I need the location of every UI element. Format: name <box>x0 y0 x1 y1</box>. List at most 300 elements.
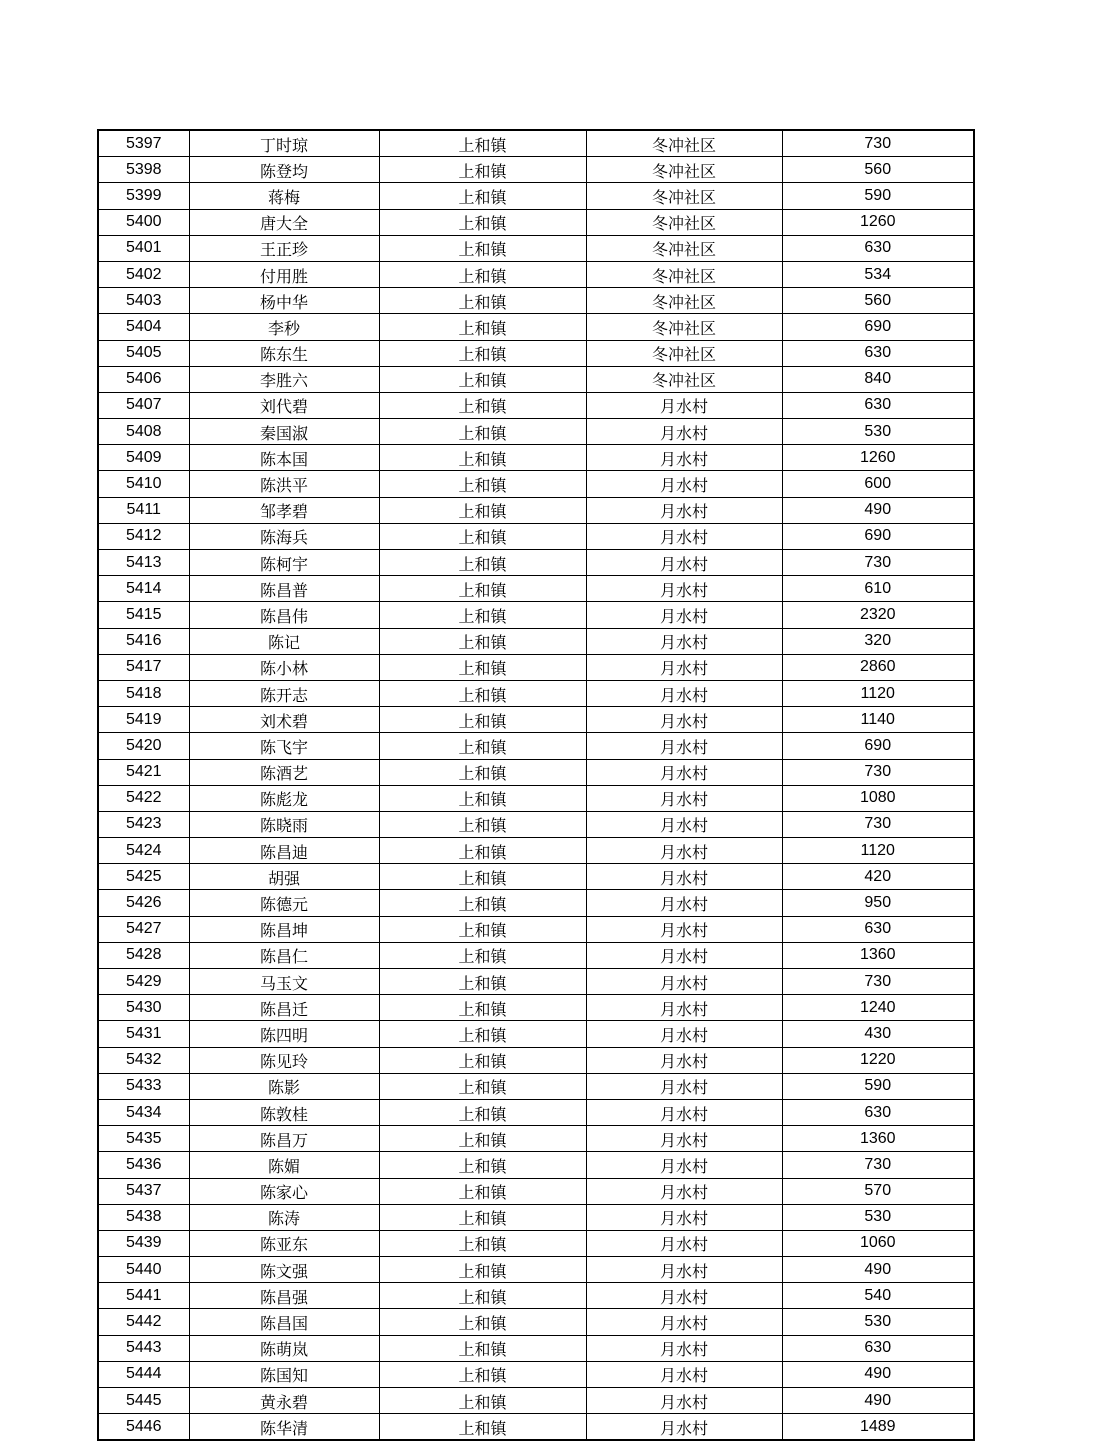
cell-village: 月水村 <box>586 1388 782 1414</box>
cell-amount: 420 <box>782 864 974 890</box>
cell-name: 陈酒艺 <box>189 759 379 785</box>
cell-town: 上和镇 <box>379 1414 586 1441</box>
cell-amount: 1120 <box>782 680 974 706</box>
cell-village: 月水村 <box>586 995 782 1021</box>
cell-name: 陈晓雨 <box>189 811 379 837</box>
table-row <box>98 1126 974 1152</box>
subsidy-table <box>97 129 975 1441</box>
cell-amount: 1260 <box>782 445 974 471</box>
cell-village: 月水村 <box>586 1152 782 1178</box>
cell-town: 上和镇 <box>379 838 586 864</box>
cell-town: 上和镇 <box>379 1335 586 1361</box>
cell-town: 上和镇 <box>379 445 586 471</box>
cell-village: 冬冲社区 <box>586 157 782 183</box>
cell-town: 上和镇 <box>379 366 586 392</box>
table-row <box>98 1257 974 1283</box>
cell-town: 上和镇 <box>379 628 586 654</box>
cell-name: 蒋梅 <box>189 183 379 209</box>
cell-village: 月水村 <box>586 628 782 654</box>
cell-town: 上和镇 <box>379 811 586 837</box>
table-row <box>98 1073 974 1099</box>
cell-village: 冬冲社区 <box>586 366 782 392</box>
cell-town: 上和镇 <box>379 942 586 968</box>
cell-village: 冬冲社区 <box>586 314 782 340</box>
cell-village: 冬冲社区 <box>586 288 782 314</box>
cell-town: 上和镇 <box>379 1021 586 1047</box>
cell-amount: 490 <box>782 1257 974 1283</box>
cell-amount: 840 <box>782 366 974 392</box>
cell-amount: 630 <box>782 1099 974 1125</box>
table-row <box>98 576 974 602</box>
table-row <box>98 733 974 759</box>
cell-id: 5401 <box>98 235 189 261</box>
cell-town: 上和镇 <box>379 314 586 340</box>
cell-town: 上和镇 <box>379 864 586 890</box>
cell-id: 5414 <box>98 576 189 602</box>
cell-name: 杨中华 <box>189 288 379 314</box>
cell-id: 5419 <box>98 707 189 733</box>
table-row <box>98 261 974 287</box>
cell-name: 陈国知 <box>189 1361 379 1387</box>
table-row <box>98 1361 974 1387</box>
cell-name: 陈影 <box>189 1073 379 1099</box>
table-row <box>98 942 974 968</box>
cell-village: 月水村 <box>586 419 782 445</box>
cell-amount: 560 <box>782 288 974 314</box>
cell-village: 月水村 <box>586 680 782 706</box>
cell-village: 冬冲社区 <box>586 130 782 157</box>
cell-id: 5427 <box>98 916 189 942</box>
cell-name: 唐大全 <box>189 209 379 235</box>
cell-name: 陈开志 <box>189 680 379 706</box>
cell-town: 上和镇 <box>379 1204 586 1230</box>
table-row <box>98 969 974 995</box>
cell-id: 5443 <box>98 1335 189 1361</box>
cell-amount: 730 <box>782 969 974 995</box>
cell-town: 上和镇 <box>379 680 586 706</box>
cell-amount: 630 <box>782 392 974 418</box>
cell-town: 上和镇 <box>379 523 586 549</box>
cell-amount: 540 <box>782 1283 974 1309</box>
cell-amount: 490 <box>782 1361 974 1387</box>
cell-name: 胡强 <box>189 864 379 890</box>
cell-village: 月水村 <box>586 497 782 523</box>
table-row <box>98 890 974 916</box>
cell-name: 陈昌迁 <box>189 995 379 1021</box>
cell-id: 5410 <box>98 471 189 497</box>
cell-id: 5439 <box>98 1230 189 1256</box>
cell-village: 月水村 <box>586 576 782 602</box>
cell-amount: 630 <box>782 235 974 261</box>
cell-name: 陈彪龙 <box>189 785 379 811</box>
cell-town: 上和镇 <box>379 1073 586 1099</box>
cell-name: 陈登均 <box>189 157 379 183</box>
cell-town: 上和镇 <box>379 759 586 785</box>
cell-name: 丁时琼 <box>189 130 379 157</box>
cell-town: 上和镇 <box>379 1126 586 1152</box>
cell-town: 上和镇 <box>379 1283 586 1309</box>
cell-amount: 570 <box>782 1178 974 1204</box>
cell-amount: 1360 <box>782 942 974 968</box>
cell-town: 上和镇 <box>379 419 586 445</box>
cell-village: 月水村 <box>586 1178 782 1204</box>
cell-id: 5432 <box>98 1047 189 1073</box>
cell-id: 5441 <box>98 1283 189 1309</box>
cell-town: 上和镇 <box>379 209 586 235</box>
cell-name: 陈记 <box>189 628 379 654</box>
cell-village: 月水村 <box>586 1099 782 1125</box>
cell-town: 上和镇 <box>379 785 586 811</box>
cell-name: 刘代碧 <box>189 392 379 418</box>
cell-village: 月水村 <box>586 445 782 471</box>
table-row <box>98 628 974 654</box>
cell-id: 5411 <box>98 497 189 523</box>
cell-village: 月水村 <box>586 1204 782 1230</box>
cell-id: 5436 <box>98 1152 189 1178</box>
cell-amount: 630 <box>782 916 974 942</box>
cell-village: 月水村 <box>586 890 782 916</box>
cell-name: 马玉文 <box>189 969 379 995</box>
cell-town: 上和镇 <box>379 261 586 287</box>
table-row <box>98 1152 974 1178</box>
cell-id: 5403 <box>98 288 189 314</box>
cell-name: 陈昌万 <box>189 1126 379 1152</box>
cell-id: 5426 <box>98 890 189 916</box>
cell-village: 月水村 <box>586 1283 782 1309</box>
cell-id: 5446 <box>98 1414 189 1441</box>
cell-village: 冬冲社区 <box>586 261 782 287</box>
cell-name: 陈本国 <box>189 445 379 471</box>
cell-amount: 320 <box>782 628 974 654</box>
cell-amount: 2860 <box>782 654 974 680</box>
cell-amount: 1060 <box>782 1230 974 1256</box>
table-row <box>98 392 974 418</box>
cell-village: 月水村 <box>586 733 782 759</box>
table-row <box>98 602 974 628</box>
table-row <box>98 1178 974 1204</box>
table-row <box>98 497 974 523</box>
cell-amount: 530 <box>782 1204 974 1230</box>
cell-id: 5444 <box>98 1361 189 1387</box>
table-row <box>98 340 974 366</box>
cell-amount: 1140 <box>782 707 974 733</box>
cell-amount: 530 <box>782 1309 974 1335</box>
cell-town: 上和镇 <box>379 1388 586 1414</box>
cell-amount: 610 <box>782 576 974 602</box>
cell-amount: 630 <box>782 1335 974 1361</box>
table-row <box>98 1047 974 1073</box>
cell-town: 上和镇 <box>379 916 586 942</box>
cell-id: 5397 <box>98 130 189 157</box>
cell-id: 5398 <box>98 157 189 183</box>
table-row <box>98 654 974 680</box>
cell-amount: 1489 <box>782 1414 974 1441</box>
cell-village: 冬冲社区 <box>586 209 782 235</box>
cell-name: 陈见玲 <box>189 1047 379 1073</box>
cell-village: 月水村 <box>586 916 782 942</box>
cell-amount: 1220 <box>782 1047 974 1073</box>
table-row <box>98 314 974 340</box>
table-row <box>98 995 974 1021</box>
table-row <box>98 157 974 183</box>
cell-amount: 690 <box>782 314 974 340</box>
table-row <box>98 1283 974 1309</box>
cell-town: 上和镇 <box>379 995 586 1021</box>
cell-id: 5416 <box>98 628 189 654</box>
cell-town: 上和镇 <box>379 733 586 759</box>
cell-name: 陈四明 <box>189 1021 379 1047</box>
cell-id: 5406 <box>98 366 189 392</box>
cell-town: 上和镇 <box>379 1257 586 1283</box>
cell-village: 月水村 <box>586 1309 782 1335</box>
table-row <box>98 209 974 235</box>
table-row <box>98 523 974 549</box>
cell-id: 5412 <box>98 523 189 549</box>
cell-id: 5429 <box>98 969 189 995</box>
cell-id: 5437 <box>98 1178 189 1204</box>
cell-town: 上和镇 <box>379 707 586 733</box>
cell-town: 上和镇 <box>379 654 586 680</box>
cell-id: 5438 <box>98 1204 189 1230</box>
cell-name: 陈昌普 <box>189 576 379 602</box>
cell-amount: 730 <box>782 759 974 785</box>
subsidy-table-container <box>97 129 975 1441</box>
cell-id: 5431 <box>98 1021 189 1047</box>
table-row <box>98 366 974 392</box>
cell-id: 5423 <box>98 811 189 837</box>
cell-id: 5400 <box>98 209 189 235</box>
table-row <box>98 811 974 837</box>
table-row <box>98 785 974 811</box>
cell-amount: 534 <box>782 261 974 287</box>
cell-village: 月水村 <box>586 523 782 549</box>
cell-village: 月水村 <box>586 838 782 864</box>
cell-amount: 630 <box>782 340 974 366</box>
cell-village: 冬冲社区 <box>586 235 782 261</box>
cell-village: 月水村 <box>586 602 782 628</box>
cell-town: 上和镇 <box>379 392 586 418</box>
cell-amount: 590 <box>782 183 974 209</box>
cell-amount: 1260 <box>782 209 974 235</box>
cell-village: 月水村 <box>586 1414 782 1441</box>
cell-village: 月水村 <box>586 942 782 968</box>
cell-amount: 490 <box>782 1388 974 1414</box>
cell-town: 上和镇 <box>379 183 586 209</box>
table-row <box>98 445 974 471</box>
cell-village: 月水村 <box>586 654 782 680</box>
cell-town: 上和镇 <box>379 1152 586 1178</box>
cell-town: 上和镇 <box>379 471 586 497</box>
cell-amount: 560 <box>782 157 974 183</box>
table-body <box>98 130 974 1440</box>
table-row <box>98 838 974 864</box>
cell-town: 上和镇 <box>379 130 586 157</box>
cell-id: 5408 <box>98 419 189 445</box>
cell-id: 5442 <box>98 1309 189 1335</box>
cell-id: 5430 <box>98 995 189 1021</box>
cell-village: 冬冲社区 <box>586 183 782 209</box>
cell-id: 5435 <box>98 1126 189 1152</box>
table-row <box>98 1099 974 1125</box>
cell-name: 陈昌迪 <box>189 838 379 864</box>
table-row <box>98 288 974 314</box>
cell-name: 秦国淑 <box>189 419 379 445</box>
cell-id: 5440 <box>98 1257 189 1283</box>
cell-village: 月水村 <box>586 1073 782 1099</box>
cell-id: 5418 <box>98 680 189 706</box>
cell-village: 月水村 <box>586 811 782 837</box>
cell-name: 陈涛 <box>189 1204 379 1230</box>
cell-name: 陈家心 <box>189 1178 379 1204</box>
table-row <box>98 1309 974 1335</box>
cell-name: 邹孝碧 <box>189 497 379 523</box>
cell-name: 陈亚东 <box>189 1230 379 1256</box>
cell-id: 5428 <box>98 942 189 968</box>
cell-amount: 1120 <box>782 838 974 864</box>
table-row <box>98 183 974 209</box>
table-row <box>98 1335 974 1361</box>
cell-town: 上和镇 <box>379 1099 586 1125</box>
cell-town: 上和镇 <box>379 340 586 366</box>
table-row <box>98 1021 974 1047</box>
cell-village: 月水村 <box>586 1361 782 1387</box>
cell-amount: 2320 <box>782 602 974 628</box>
cell-town: 上和镇 <box>379 890 586 916</box>
table-row <box>98 130 974 157</box>
cell-amount: 1080 <box>782 785 974 811</box>
cell-name: 陈文强 <box>189 1257 379 1283</box>
cell-id: 5409 <box>98 445 189 471</box>
cell-amount: 730 <box>782 550 974 576</box>
cell-village: 月水村 <box>586 1047 782 1073</box>
cell-name: 黄永碧 <box>189 1388 379 1414</box>
cell-id: 5425 <box>98 864 189 890</box>
cell-name: 陈媚 <box>189 1152 379 1178</box>
cell-id: 5399 <box>98 183 189 209</box>
cell-name: 陈昌国 <box>189 1309 379 1335</box>
cell-amount: 1360 <box>782 1126 974 1152</box>
cell-id: 5422 <box>98 785 189 811</box>
cell-name: 陈昌仁 <box>189 942 379 968</box>
cell-village: 月水村 <box>586 1335 782 1361</box>
cell-amount: 530 <box>782 419 974 445</box>
cell-amount: 490 <box>782 497 974 523</box>
cell-name: 王正珍 <box>189 235 379 261</box>
cell-name: 陈飞宇 <box>189 733 379 759</box>
cell-name: 李秒 <box>189 314 379 340</box>
cell-village: 月水村 <box>586 759 782 785</box>
cell-name: 陈德元 <box>189 890 379 916</box>
cell-id: 5434 <box>98 1099 189 1125</box>
cell-id: 5405 <box>98 340 189 366</box>
table-row <box>98 707 974 733</box>
cell-town: 上和镇 <box>379 1361 586 1387</box>
cell-name: 陈洪平 <box>189 471 379 497</box>
cell-town: 上和镇 <box>379 1309 586 1335</box>
cell-town: 上和镇 <box>379 288 586 314</box>
cell-village: 月水村 <box>586 785 782 811</box>
cell-town: 上和镇 <box>379 602 586 628</box>
cell-village: 月水村 <box>586 1021 782 1047</box>
cell-name: 李胜六 <box>189 366 379 392</box>
cell-village: 月水村 <box>586 392 782 418</box>
table-row <box>98 864 974 890</box>
table-row <box>98 471 974 497</box>
cell-town: 上和镇 <box>379 1047 586 1073</box>
cell-village: 月水村 <box>586 864 782 890</box>
cell-name: 陈海兵 <box>189 523 379 549</box>
cell-id: 5402 <box>98 261 189 287</box>
cell-id: 5421 <box>98 759 189 785</box>
cell-amount: 1240 <box>782 995 974 1021</box>
cell-town: 上和镇 <box>379 550 586 576</box>
cell-town: 上和镇 <box>379 969 586 995</box>
cell-amount: 600 <box>782 471 974 497</box>
cell-amount: 690 <box>782 523 974 549</box>
cell-village: 月水村 <box>586 550 782 576</box>
table-row <box>98 916 974 942</box>
table-row <box>98 759 974 785</box>
cell-amount: 590 <box>782 1073 974 1099</box>
cell-village: 冬冲社区 <box>586 340 782 366</box>
cell-village: 月水村 <box>586 1230 782 1256</box>
cell-town: 上和镇 <box>379 1178 586 1204</box>
table-row <box>98 419 974 445</box>
cell-town: 上和镇 <box>379 576 586 602</box>
cell-id: 5415 <box>98 602 189 628</box>
cell-amount: 690 <box>782 733 974 759</box>
cell-amount: 730 <box>782 811 974 837</box>
table-row <box>98 1204 974 1230</box>
cell-name: 陈华清 <box>189 1414 379 1441</box>
table-row <box>98 1230 974 1256</box>
cell-name: 付用胜 <box>189 261 379 287</box>
cell-id: 5445 <box>98 1388 189 1414</box>
cell-amount: 950 <box>782 890 974 916</box>
cell-id: 5420 <box>98 733 189 759</box>
cell-name: 陈小林 <box>189 654 379 680</box>
cell-id: 5433 <box>98 1073 189 1099</box>
cell-id: 5407 <box>98 392 189 418</box>
cell-name: 陈昌伟 <box>189 602 379 628</box>
cell-id: 5404 <box>98 314 189 340</box>
table-row <box>98 235 974 261</box>
cell-name: 陈萌岚 <box>189 1335 379 1361</box>
cell-name: 刘术碧 <box>189 707 379 733</box>
cell-name: 陈敦桂 <box>189 1099 379 1125</box>
table-row <box>98 550 974 576</box>
cell-town: 上和镇 <box>379 497 586 523</box>
cell-town: 上和镇 <box>379 157 586 183</box>
cell-name: 陈昌强 <box>189 1283 379 1309</box>
cell-village: 月水村 <box>586 707 782 733</box>
cell-id: 5417 <box>98 654 189 680</box>
cell-village: 月水村 <box>586 471 782 497</box>
cell-name: 陈昌坤 <box>189 916 379 942</box>
cell-amount: 430 <box>782 1021 974 1047</box>
table-row <box>98 1414 974 1441</box>
cell-town: 上和镇 <box>379 235 586 261</box>
cell-village: 月水村 <box>586 969 782 995</box>
cell-village: 月水村 <box>586 1257 782 1283</box>
table-row <box>98 1388 974 1414</box>
cell-name: 陈柯宇 <box>189 550 379 576</box>
cell-village: 月水村 <box>586 1126 782 1152</box>
cell-name: 陈东生 <box>189 340 379 366</box>
cell-town: 上和镇 <box>379 1230 586 1256</box>
cell-amount: 730 <box>782 1152 974 1178</box>
cell-id: 5413 <box>98 550 189 576</box>
